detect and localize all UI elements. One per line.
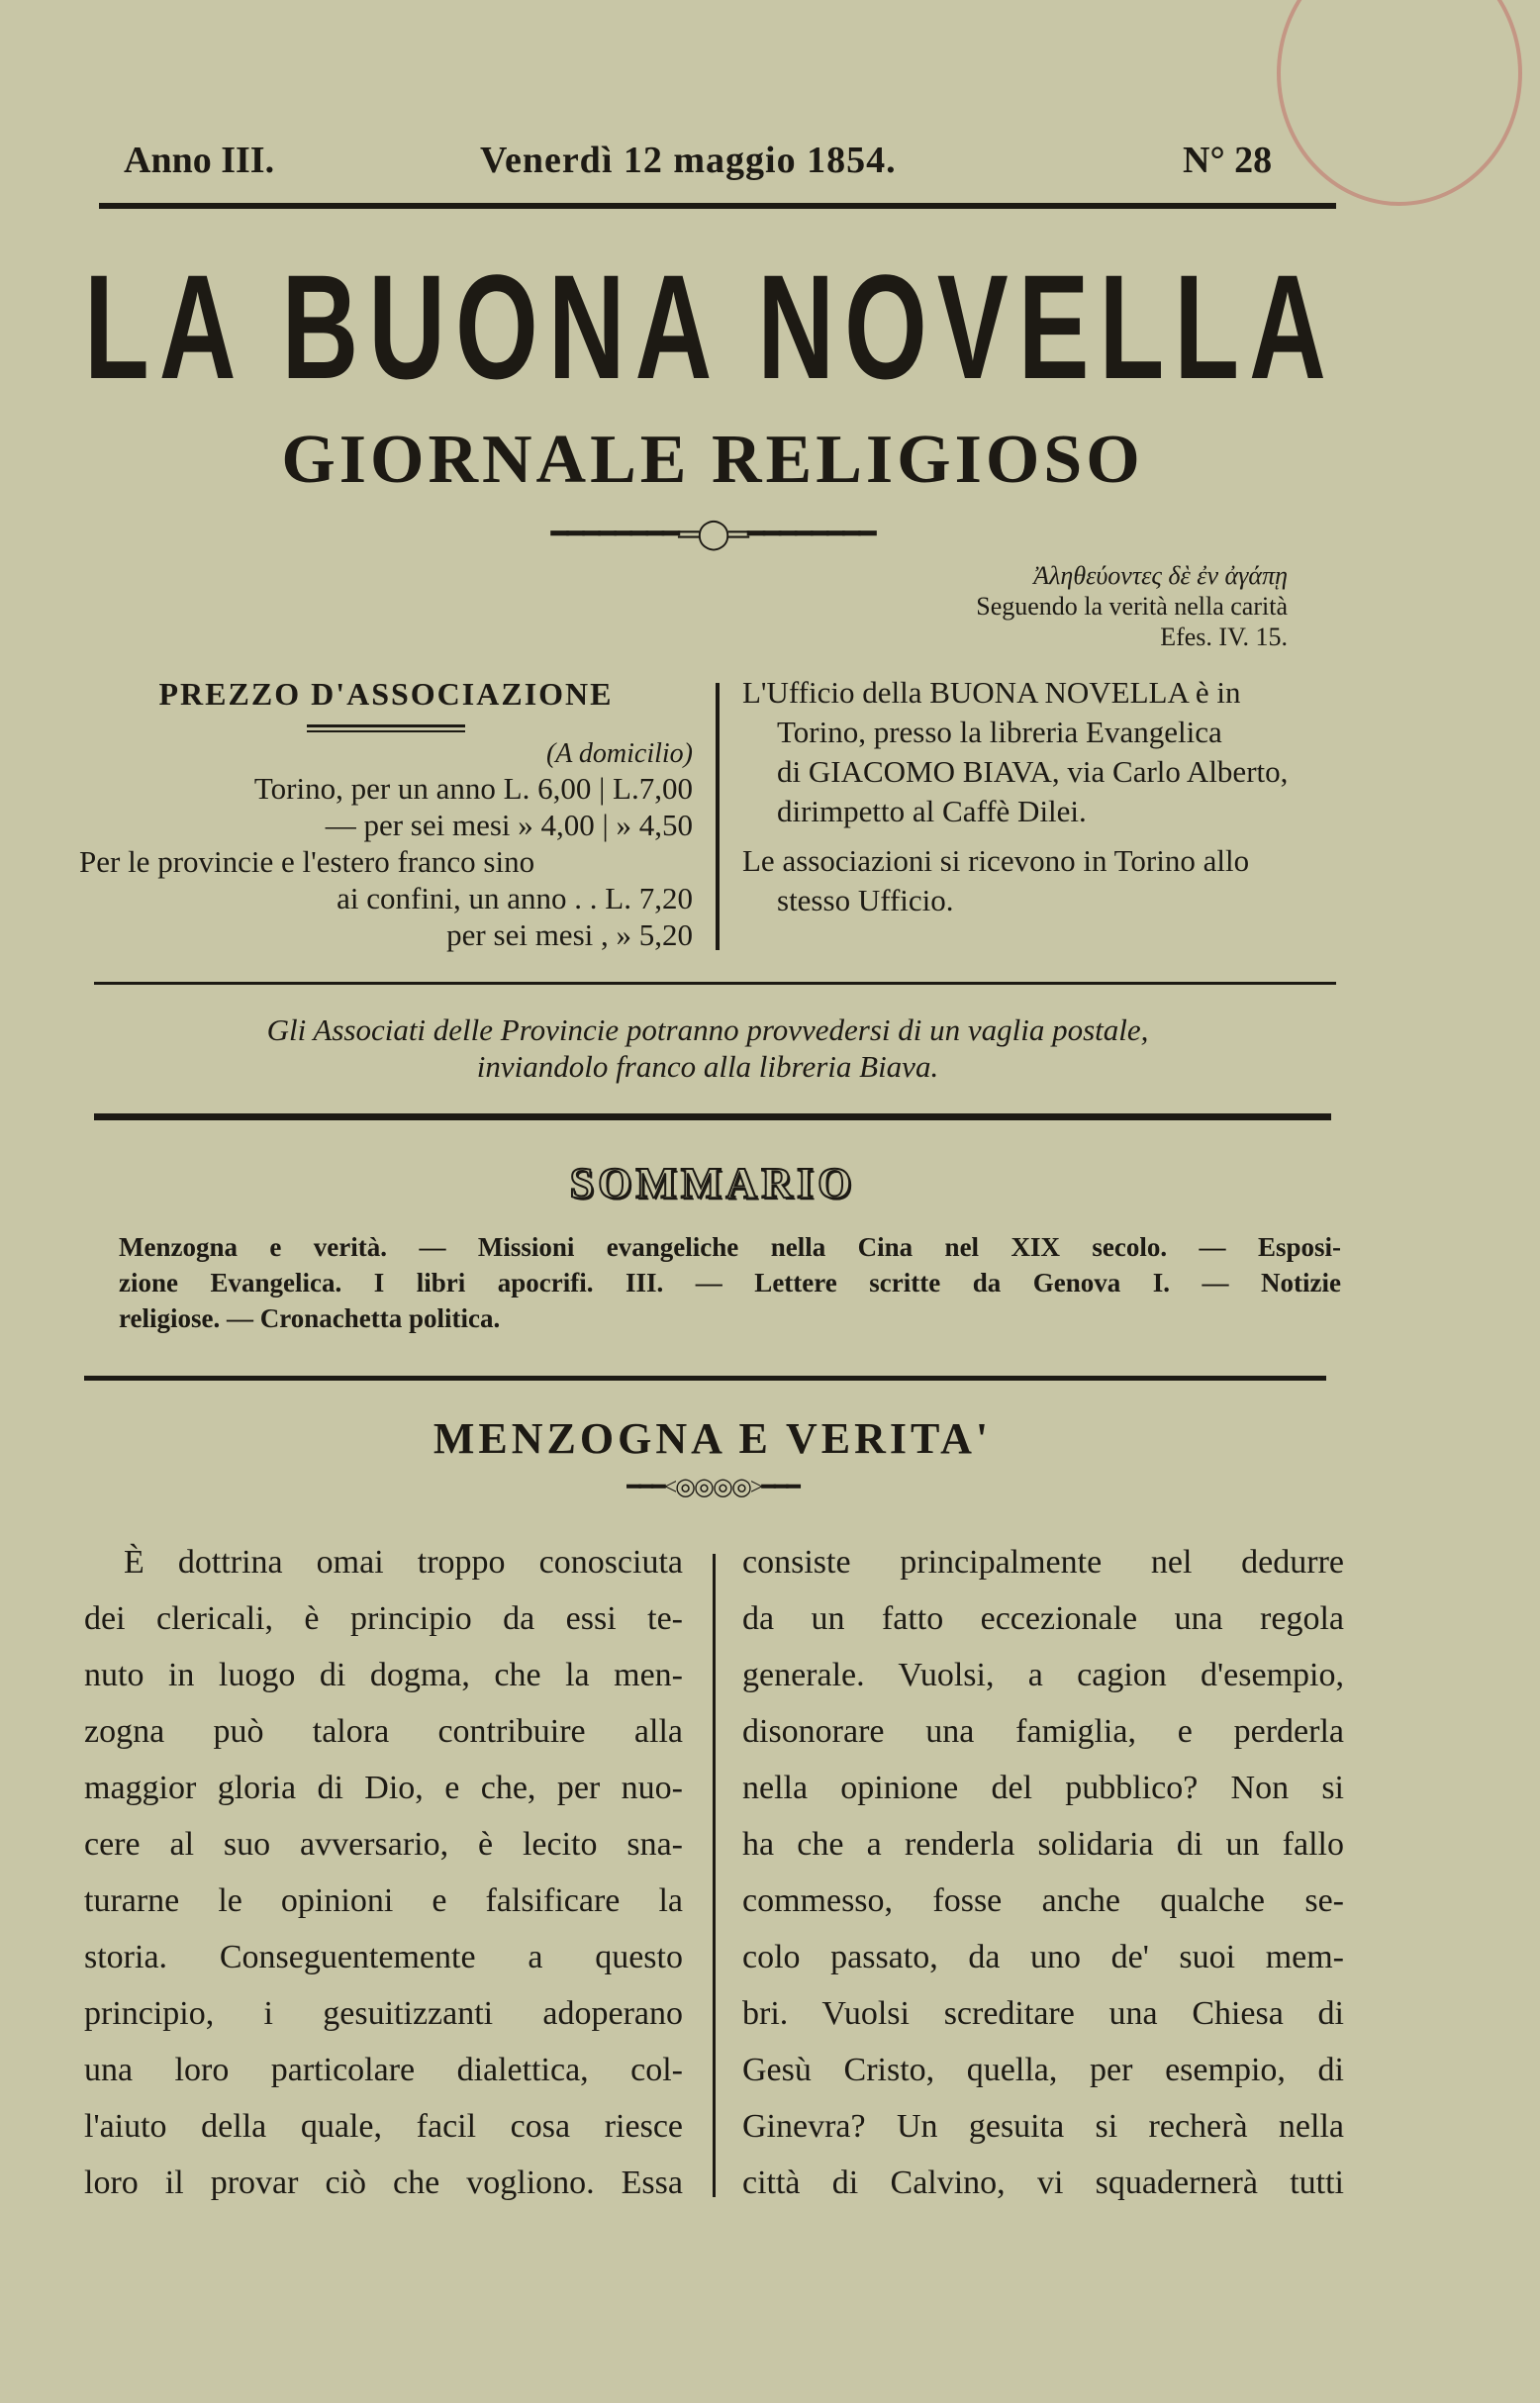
text-line: nella opinione del pubblico? Non si (742, 1770, 1344, 1806)
column-divider (716, 683, 720, 950)
date-label: Venerdì 12 maggio 1854. (480, 140, 897, 181)
price-line: Per le provincie e l'estero franco sino (79, 844, 535, 879)
text-line: una loro particolare dialettica, col- (84, 2052, 683, 2088)
motto-italian: Seguendo la verità nella carità (976, 592, 1288, 621)
section-rule (94, 982, 1336, 985)
provinces-notice (79, 1011, 1336, 1085)
price-heading-rule (307, 724, 465, 732)
text-line: disonorare una famiglia, e perderla (742, 1713, 1344, 1750)
text-line: cere al suo avversario, è lecito sna- (84, 1826, 683, 1863)
price-section (79, 676, 693, 953)
subscription-line: Le associazioni si ricevono in Torino allo (742, 843, 1250, 878)
office-line: L'Ufficio della BUONA NOVELLA è in (742, 675, 1241, 710)
postal-stamp (1277, 0, 1522, 206)
ornament-divider: ━━━━━━━━═◯═━━━━━━━━ (550, 518, 875, 550)
section-rule (84, 1376, 1326, 1381)
text-line: generale. Vuolsi, a cagion d'esempio, (742, 1657, 1344, 1693)
text-line: dei clericali, è principio da essi te- (84, 1600, 683, 1637)
thick-rule (94, 1113, 1331, 1120)
price-table (79, 770, 693, 953)
text-line: principio, i gesuitizzanti adoperano (84, 1995, 683, 2032)
text-line: zogna può talora contribuire alla (84, 1713, 683, 1750)
price-heading: PREZZO D'ASSOCIAZIONE (158, 676, 614, 712)
text-line: loro il provar ciò che vogliono. Essa (84, 2164, 683, 2201)
price-line: ai confini, un anno . . L. 7,20 (337, 881, 693, 915)
title-ornament: ━━━<◎◎◎◎>━━━ (626, 1475, 799, 1500)
year-label: Anno III. (124, 140, 275, 181)
summary-line: Menzogna e verità. — Missioni evangeliche nella Cina nel XIX secolo. — Esposi- (119, 1232, 1341, 1262)
price-note: (A domicilio) (545, 738, 693, 769)
price-line: per sei mesi , » 5,20 (446, 917, 693, 952)
text-line: storia. Conseguentemente a questo (84, 1939, 683, 1975)
article-right-column (742, 1534, 1344, 2211)
summary-text (119, 1229, 1341, 1336)
summary-heading: SOMMARIO (569, 1159, 856, 1207)
notice-line: Gli Associati delle Provincie potranno provvedersi di un vaglia postale, (266, 1012, 1149, 1047)
office-line: Torino, presso la libreria Evangelica (777, 715, 1222, 749)
price-line: Torino, per un anno L. 6,00 | L.7,00 (253, 771, 693, 806)
article-column-divider (713, 1554, 716, 2197)
text-line: Gesù Cristo, quella, per esempio, di (742, 2052, 1344, 2088)
article-left-column (84, 1534, 683, 2211)
text-line: maggior gloria di Dio, e che, per nuo- (84, 1770, 683, 1806)
office-line: di GIACOMO BIAVA, via Carlo Alberto, (777, 754, 1289, 789)
text-line: turarne le opinioni e falsificare la (84, 1882, 683, 1919)
motto-greek: Ἀληθεύοντες δὲ ἐν ἀγάπῃ (1033, 561, 1288, 590)
text-line: ha che a renderla solidaria di un fallo (742, 1826, 1344, 1863)
article-title: MENZOGNA E VERITA' (433, 1414, 993, 1463)
motto (976, 560, 1288, 652)
text-line: nuto in luogo di dogma, che la men- (84, 1657, 683, 1693)
text-line: bri. Vuolsi screditare una Chiesa di (742, 1995, 1344, 2032)
text-line: da un fatto eccezionale una regola (742, 1600, 1344, 1637)
price-line: — per sei mesi » 4,00 | » 4,50 (325, 808, 693, 842)
text-line: commesso, fosse anche qualche se- (742, 1882, 1344, 1919)
header-rule (99, 203, 1336, 209)
notice-line: inviandolo franco alla libreria Biava. (476, 1049, 939, 1084)
text-line: Ginevra? Un gesuita si recherà nella (742, 2108, 1344, 2145)
motto-reference: Efes. IV. 15. (1160, 623, 1288, 651)
office-line: dirimpetto al Caffè Dilei. (777, 794, 1087, 828)
newspaper-subtitle: GIORNALE RELIGIOSO (281, 422, 1144, 498)
summary-line: zione Evangelica. I libri apocrifi. III. — Lettere scritte da Genova I. — Notizie (119, 1268, 1341, 1298)
text-line: l'aiuto della quale, facil cosa riesce (84, 2108, 683, 2145)
office-section (742, 673, 1346, 920)
newspaper-title: LA BUONA NOVELLA (84, 243, 1336, 410)
text-line: consiste principalmente nel dedurre (742, 1544, 1344, 1581)
text-line: città di Calvino, vi squadernerà tutti (742, 2164, 1344, 2201)
subscription-line: stesso Ufficio. (777, 883, 954, 917)
summary-line: religiose. — Cronachetta politica. (119, 1303, 501, 1333)
text-line: È dottrina omai troppo conosciuta (124, 1544, 683, 1581)
issue-number: N° 28 (1183, 140, 1273, 181)
text-line: colo passato, da uno de' suoi mem- (742, 1939, 1344, 1975)
